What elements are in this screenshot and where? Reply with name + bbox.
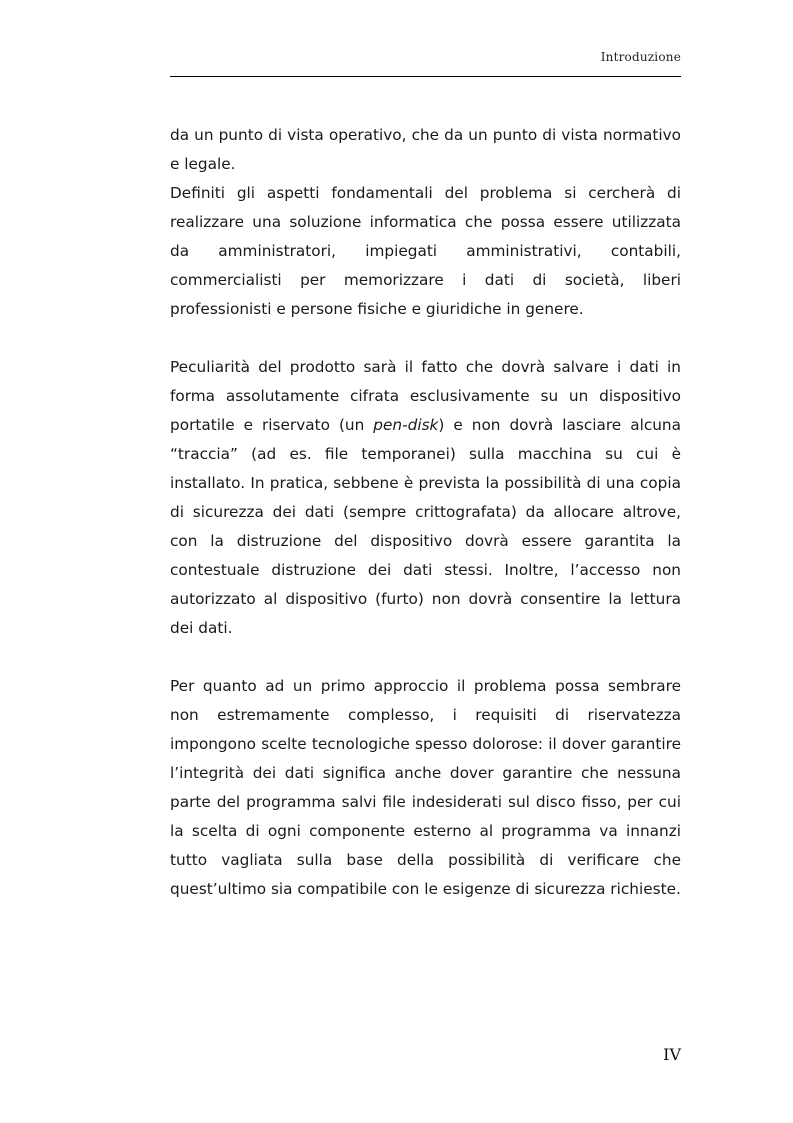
paragraph-1: da un punto di vista operativo, che da un punto di vista normativo e legale. bbox=[170, 126, 681, 173]
paragraph-3 bbox=[170, 353, 681, 643]
paragraph-3-start: Peculiarità del prodotto sarà il fatto che dovrà salvare i dati in forma assolutamente cifrata esclusivamente su un dispositivo portatile e riservato (un bbox=[170, 358, 681, 434]
header-title: Introduzione bbox=[600, 50, 681, 64]
body-text bbox=[170, 121, 681, 904]
paragraph-spacer bbox=[170, 324, 681, 353]
page-number: IV bbox=[663, 1045, 681, 1064]
paragraph-2: Definiti gli aspetti fondamentali del problema si cercherà di realizzare una soluzione informatica che possa essere utilizzata da amministratori, impiegati amministrativi, contabili, commercialisti per memorizzare i dati di società, liberi professionisti e persone fisiche e giuridiche in genere. bbox=[170, 184, 681, 318]
paragraph-3-emphasis: pen-disk bbox=[373, 416, 439, 434]
paragraph-spacer bbox=[170, 643, 681, 672]
running-header bbox=[170, 50, 681, 77]
paragraph-4: Per quanto ad un primo approccio il problema possa sembrare non estremamente complesso, i requisiti di riservatezza impongono scelte tecnologiche spesso dolorose: il dover garantire l’integrità dei dati significa anche dover garantire che nessuna parte del programma salvi file indesiderati sul disco fisso, per cui la scelta di ogni componente esterno al programma va innanzi tutto vagliata sulla base della possibilità di verificare che quest’ultimo sia compatibile con le esigenze di sicurezza richieste. bbox=[170, 677, 681, 898]
paragraph-3-end: ) e non dovrà lasciare alcuna “traccia” (ad es. file temporanei) sulla macchina su cui è installato. In pratica, sebbene è prevista la possibilità di una copia di sicurezza dei dati (sempre crittografata) da allocare altrove, con la distruzione del dispositivo dovrà essere garantita la contestuale distruzione dei dati stessi. Inoltre, l’accesso non autorizzato al dispositivo (furto) non dovrà consentire la lettura dei dati. bbox=[170, 416, 681, 637]
